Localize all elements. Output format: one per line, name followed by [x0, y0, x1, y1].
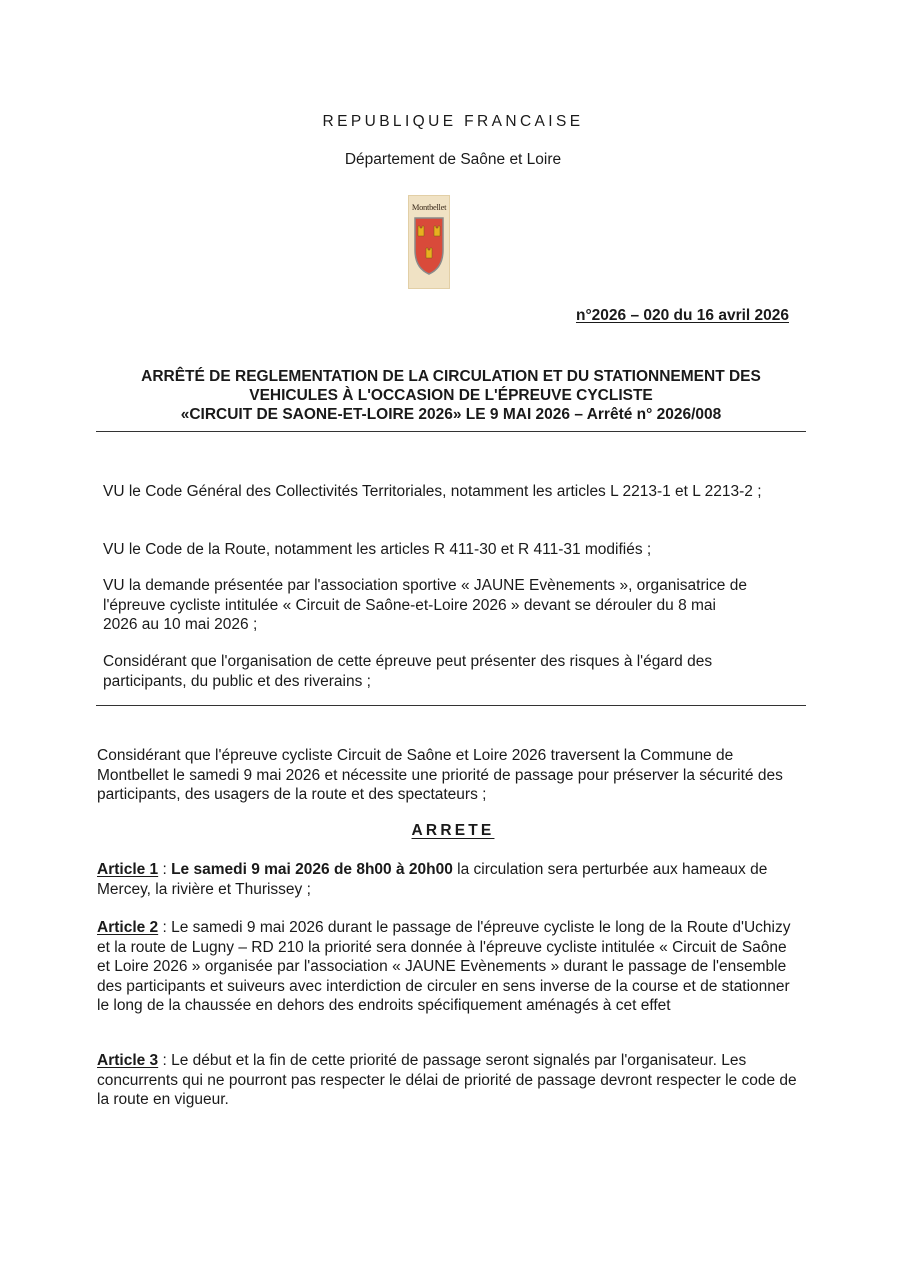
- visa-code-route: VU le Code de la Route, notamment les articles R 411-30 et R 411-31 modifiés ;: [103, 541, 652, 558]
- title-line-1: ARRÊTÉ DE REGLEMENTATION DE LA CIRCULATION ET DU STATIONNEMENT DES: [141, 368, 761, 385]
- article-2-text: Le samedi 9 mai 2026 durant le passage de l'épreuve cycliste le long de la Route d'Uchizy et la route de Lugny – RD 210 la priorité sera donnée à l'épreuve cycliste intitulée « Circuit de Saône et Loire 2026 » organisée par l'association « JAUNE Evènements » durant le passage de l'ensemble des participants et suiveurs avec interdiction de circuler en sens inverse de la course et de stationner le long de la chaussée en dehors des endroits spécifiquement aménagés à cet effet: [97, 919, 791, 1014]
- crest-label: Montbellet: [411, 202, 447, 212]
- article-1-date: Le samedi 9 mai 2026 de 8h00 à 20h00: [171, 861, 453, 878]
- divider-top: [96, 431, 806, 432]
- article-3-text: Le début et la fin de cette priorité de passage seront signalés par l'organisateur. Les concurrents qui ne pourront pas respecter le délai de priorité de passage devront respecter le code de la route en vigueur.: [97, 1052, 797, 1108]
- title-line-2: VEHICULES À L'OCCASION DE L'ÉPREUVE CYCLISTE: [249, 387, 653, 404]
- divider-bottom: [96, 705, 806, 706]
- republique-heading: REPUBLIQUE FRANCAISE: [322, 113, 584, 130]
- article-1-text: la circulation sera perturbée aux hameaux de Mercey, la rivière et Thurissey ;: [97, 861, 768, 898]
- article-1-sep: :: [158, 861, 172, 878]
- article-3-sep: :: [158, 1052, 172, 1069]
- article-2: [97, 918, 797, 1016]
- article-2-sep: :: [158, 919, 172, 936]
- document-title: [96, 367, 806, 424]
- article-3: [97, 1051, 809, 1110]
- article-1: [97, 860, 797, 899]
- title-line-3: «CIRCUIT DE SAONE-ET-LOIRE 2026» LE 9 MAI 2026 – Arrêté n° 2026/008: [180, 406, 722, 423]
- visa-cgct: VU le Code Général des Collectivités Territoriales, notamment les articles L 2213-1 et L 2213-2 ;: [103, 483, 762, 500]
- article-2-label: Article 2: [97, 919, 159, 936]
- crest-shield-icon: [413, 216, 445, 276]
- visa-demande: VU la demande présentée par l'association sportive « JAUNE Evènements », organisatrice de l'épreuve cycliste intitulée « Circuit de Saône-et-Loire 2026 » devant se dérouler du 8 mai 2026 au 10 mai 2026 ;: [103, 577, 747, 633]
- arrete-number: n°2026 – 020 du 16 avril 2026: [575, 307, 789, 324]
- considerant-traversee: Considérant que l'épreuve cycliste Circuit de Saône et Loire 2026 traversent la Commune de Montbellet le samedi 9 mai 2026 et nécessite une priorité de passage pour préserver la sécurité des participants, des usagers de la route et des spectateurs ;: [97, 747, 783, 803]
- article-3-label: Article 3: [97, 1052, 159, 1069]
- article-1-label: Article 1: [97, 861, 159, 878]
- considerant-risques: Considérant que l'organisation de cette épreuve peut présenter des risques à l'égard des participants, du public et des riverains ;: [103, 653, 713, 690]
- arrete-heading: ARRETE: [411, 822, 495, 839]
- montbellet-crest-logo: [408, 195, 450, 289]
- departement-heading: Département de Saône et Loire: [344, 151, 562, 168]
